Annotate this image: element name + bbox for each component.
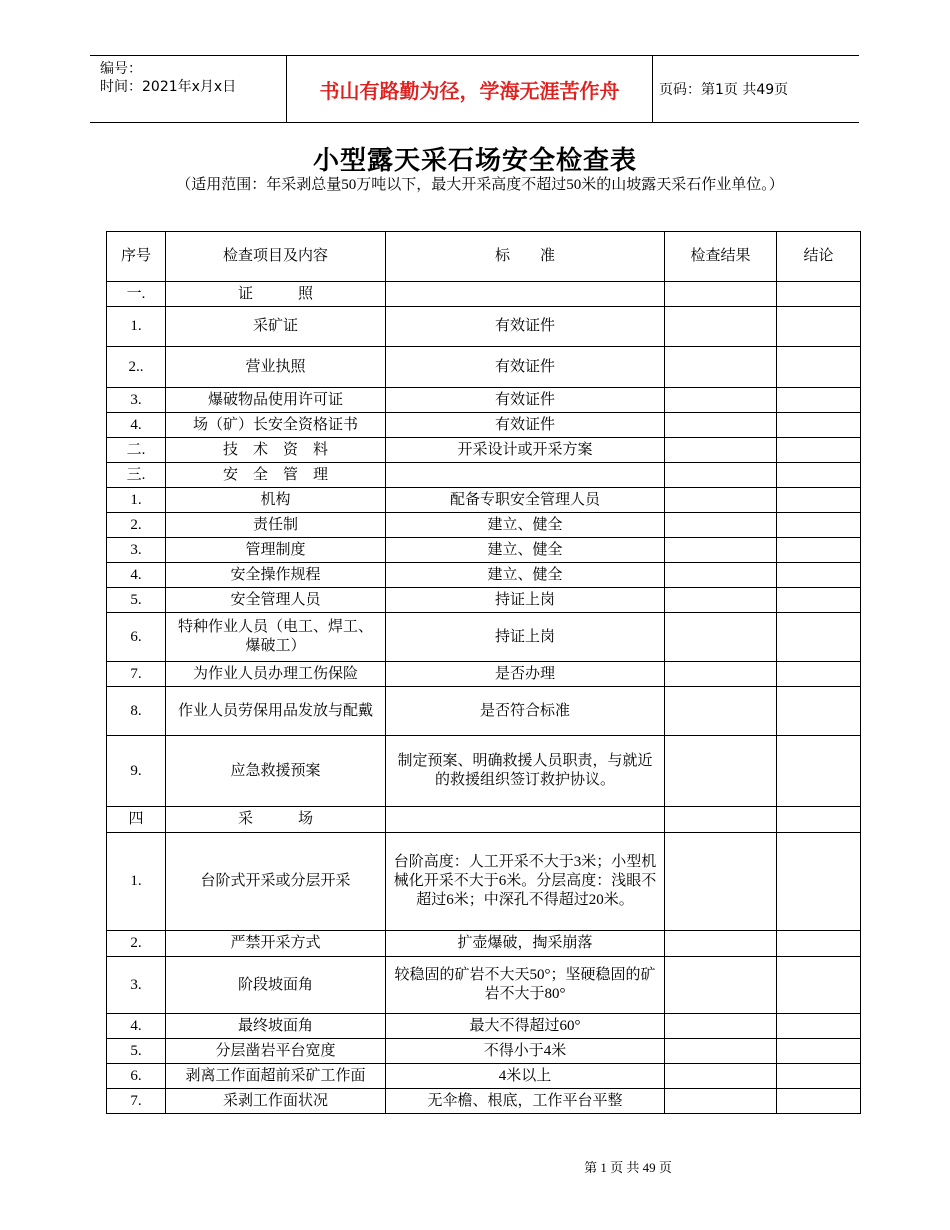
header-motto: 书山有路勤为径，学海无涯苦作舟: [286, 56, 653, 122]
table-row: [107, 388, 861, 413]
row-item: 营业执照: [166, 347, 386, 388]
row-conclusion: [777, 1089, 861, 1114]
row-standard: [386, 463, 665, 488]
row-number: 1.: [107, 833, 166, 931]
row-number: 二.: [107, 438, 166, 463]
row-conclusion: [777, 282, 861, 307]
document-title: 小型露天采石场安全检查表: [312, 146, 637, 176]
row-conclusion: [777, 1014, 861, 1039]
row-conclusion: [777, 687, 861, 736]
table-row: [107, 588, 861, 613]
row-result: [665, 347, 777, 388]
row-result: [665, 588, 777, 613]
row-item: 阶段坡面角: [166, 957, 386, 1014]
row-item: 安全操作规程: [166, 563, 386, 588]
table-row: [107, 563, 861, 588]
header-page-info: 页码：第1页 共49页: [659, 82, 789, 98]
row-standard: 较稳固的矿岩不大天50°；坚硬稳固的矿岩不大于80°: [386, 957, 665, 1014]
row-conclusion: [777, 662, 861, 687]
row-conclusion: [777, 613, 861, 662]
header-meta: [100, 60, 236, 96]
table-row: [107, 931, 861, 957]
table-header-row: [107, 232, 861, 282]
row-conclusion: [777, 307, 861, 347]
row-result: [665, 833, 777, 931]
row-item: 采矿证: [166, 307, 386, 347]
row-standard: 开采设计或开采方案: [386, 438, 665, 463]
row-standard: [386, 282, 665, 307]
row-item: 安 全 管 理: [166, 463, 386, 488]
row-item: 场（矿）长安全资格证书: [166, 413, 386, 438]
row-standard: 有效证件: [386, 388, 665, 413]
row-conclusion: [777, 736, 861, 807]
row-item: 应急救援预案: [166, 736, 386, 807]
row-conclusion: [777, 563, 861, 588]
row-number: 8.: [107, 687, 166, 736]
row-number: 四: [107, 807, 166, 833]
row-conclusion: [777, 538, 861, 563]
table-row: [107, 282, 861, 307]
row-standard: 台阶高度：人工开采不大于3米；小型机械化开采不大于6米。分层高度：浅眼不超过6米；中深孔不得超过20米。: [386, 833, 665, 931]
table-row: [107, 1064, 861, 1089]
row-item: 作业人员劳保用品发放与配戴: [166, 687, 386, 736]
row-result: [665, 488, 777, 513]
table-row: [107, 463, 861, 488]
row-item: 技 术 资 料: [166, 438, 386, 463]
row-number: 4.: [107, 413, 166, 438]
row-item: 证 照: [166, 282, 386, 307]
row-number: 3.: [107, 957, 166, 1014]
col-header-no: 序号: [107, 232, 166, 282]
row-result: [665, 282, 777, 307]
row-standard: 持证上岗: [386, 613, 665, 662]
row-result: [665, 736, 777, 807]
table-row: [107, 307, 861, 347]
row-result: [665, 1014, 777, 1039]
number-label: 编号：: [100, 61, 142, 77]
row-standard: 建立、健全: [386, 513, 665, 538]
table-row: [107, 1014, 861, 1039]
row-number: 6.: [107, 613, 166, 662]
table-row: [107, 662, 861, 687]
row-conclusion: [777, 1039, 861, 1064]
row-number: 1.: [107, 307, 166, 347]
row-result: [665, 563, 777, 588]
row-item: 安全管理人员: [166, 588, 386, 613]
row-number: 3.: [107, 538, 166, 563]
table-row: [107, 513, 861, 538]
time-label: 时间：2021年x月x日: [100, 79, 237, 95]
row-conclusion: [777, 463, 861, 488]
row-conclusion: [777, 388, 861, 413]
row-number: 9.: [107, 736, 166, 807]
col-header-item: 检查项目及内容: [166, 232, 386, 282]
table-row: [107, 833, 861, 931]
row-number: 5.: [107, 1039, 166, 1064]
row-result: [665, 1089, 777, 1114]
row-conclusion: [777, 413, 861, 438]
row-result: [665, 1064, 777, 1089]
row-item: 严禁开采方式: [166, 931, 386, 957]
row-number: 2..: [107, 347, 166, 388]
row-result: [665, 687, 777, 736]
row-standard: 持证上岗: [386, 588, 665, 613]
row-conclusion: [777, 807, 861, 833]
row-standard: 是否办理: [386, 662, 665, 687]
inspection-table: [106, 231, 861, 1114]
row-conclusion: [777, 588, 861, 613]
row-standard: 4米以上: [386, 1064, 665, 1089]
row-number: 一.: [107, 282, 166, 307]
table-row: [107, 538, 861, 563]
page-header: [90, 55, 859, 123]
row-conclusion: [777, 957, 861, 1014]
row-standard: 最大不得超过60°: [386, 1014, 665, 1039]
row-standard: [386, 807, 665, 833]
row-number: 5.: [107, 588, 166, 613]
row-result: [665, 438, 777, 463]
table-row: [107, 687, 861, 736]
row-item: 为作业人员办理工伤保险: [166, 662, 386, 687]
row-conclusion: [777, 931, 861, 957]
row-item: 分层凿岩平台宽度: [166, 1039, 386, 1064]
row-conclusion: [777, 833, 861, 931]
row-number: 7.: [107, 1089, 166, 1114]
row-conclusion: [777, 488, 861, 513]
row-standard: 配备专职安全管理人员: [386, 488, 665, 513]
table-row: [107, 736, 861, 807]
table-row: [107, 347, 861, 388]
row-number: 3.: [107, 388, 166, 413]
row-standard: 制定预案、明确救援人员职责，与就近的救援组织签订救护协议。: [386, 736, 665, 807]
table-row: [107, 413, 861, 438]
row-standard: 扩壶爆破，掏采崩落: [386, 931, 665, 957]
table-row: [107, 438, 861, 463]
row-conclusion: [777, 513, 861, 538]
row-item: 特种作业人员（电工、焊工、爆破工）: [166, 613, 386, 662]
row-standard: 有效证件: [386, 413, 665, 438]
row-result: [665, 662, 777, 687]
row-standard: 建立、健全: [386, 538, 665, 563]
row-result: [665, 957, 777, 1014]
row-conclusion: [777, 347, 861, 388]
row-result: [665, 613, 777, 662]
row-result: [665, 931, 777, 957]
page-footer: 第 1 页 共 49 页: [584, 1160, 672, 1175]
row-standard: 无伞檐、根底，工作平台平整: [386, 1089, 665, 1114]
scope-note: （适用范围：年采剥总量50万吨以下，最大开采高度不超过50米的山坡露天采石作业单位。）: [176, 177, 784, 193]
col-header-conclusion: 结论: [777, 232, 861, 282]
table-row: [107, 1039, 861, 1064]
row-result: [665, 513, 777, 538]
row-result: [665, 1039, 777, 1064]
row-result: [665, 538, 777, 563]
row-conclusion: [777, 1064, 861, 1089]
row-standard: 建立、健全: [386, 563, 665, 588]
row-item: 责任制: [166, 513, 386, 538]
row-standard: 是否符合标准: [386, 687, 665, 736]
table-row: [107, 1089, 861, 1114]
row-standard: 有效证件: [386, 347, 665, 388]
row-standard: 不得小于4米: [386, 1039, 665, 1064]
col-header-result: 检查结果: [665, 232, 777, 282]
row-item: 剥离工作面超前采矿工作面: [166, 1064, 386, 1089]
row-number: 4.: [107, 1014, 166, 1039]
row-number: 1.: [107, 488, 166, 513]
row-item: 采 场: [166, 807, 386, 833]
row-result: [665, 413, 777, 438]
row-conclusion: [777, 438, 861, 463]
row-result: [665, 388, 777, 413]
col-header-standard: 标 准: [386, 232, 665, 282]
row-item: 管理制度: [166, 538, 386, 563]
row-number: 7.: [107, 662, 166, 687]
row-result: [665, 463, 777, 488]
row-item: 爆破物品使用许可证: [166, 388, 386, 413]
row-item: 机构: [166, 488, 386, 513]
table-row: [107, 807, 861, 833]
row-number: 2.: [107, 513, 166, 538]
row-number: 6.: [107, 1064, 166, 1089]
row-standard: 有效证件: [386, 307, 665, 347]
row-item: 最终坡面角: [166, 1014, 386, 1039]
row-item: 台阶式开采或分层开采: [166, 833, 386, 931]
row-number: 三.: [107, 463, 166, 488]
table-row: [107, 613, 861, 662]
table-row: [107, 957, 861, 1014]
row-item: 采剥工作面状况: [166, 1089, 386, 1114]
row-result: [665, 807, 777, 833]
row-result: [665, 307, 777, 347]
row-number: 2.: [107, 931, 166, 957]
table-row: [107, 488, 861, 513]
row-number: 4.: [107, 563, 166, 588]
